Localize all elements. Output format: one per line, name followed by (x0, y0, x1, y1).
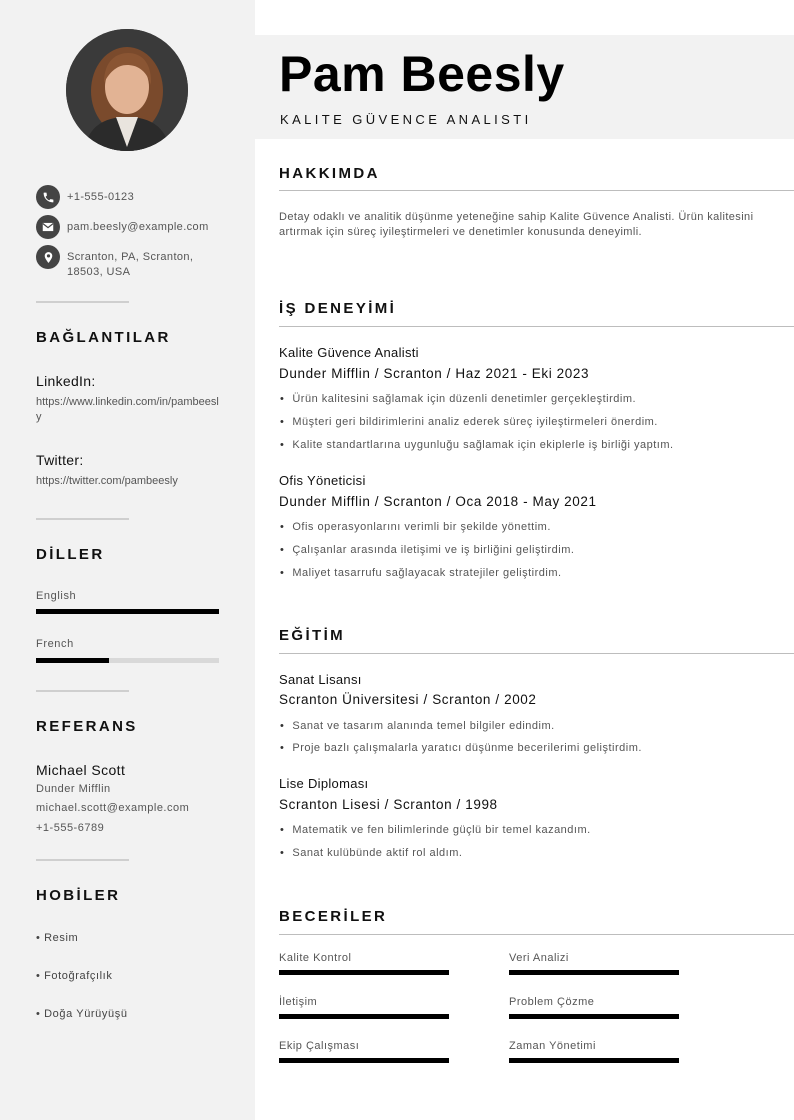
job-bullet: • Çalışanlar arasında iletişimi ve iş birliğini geliştirdim. (279, 544, 574, 556)
links-heading: BAĞLANTILAR (36, 329, 171, 346)
education-heading: EĞİTİM (279, 627, 346, 644)
contact-address (36, 245, 217, 280)
about-heading: HAKKIMDA (279, 165, 380, 182)
section-rule (279, 190, 794, 191)
job-bullet: • Maliyet tasarrufu sağlayacak stratejiler geliştirdim. (279, 567, 562, 579)
language-level-bar (36, 609, 219, 614)
person-name: Pam Beesly (279, 46, 565, 102)
skill-level-bar (279, 1058, 449, 1063)
degree-title: Lise Diploması (279, 776, 369, 791)
degree-subtitle: Scranton Lisesi / Scranton / 1998 (279, 797, 498, 812)
skill-level-bar (279, 1014, 449, 1019)
skill-level-bar (509, 1014, 679, 1019)
linkedin-label: LinkedIn: (36, 373, 96, 389)
skill-level-fill (509, 970, 679, 975)
reference-name: Michael Scott (36, 762, 126, 778)
skill-level-fill (509, 1014, 679, 1019)
sidebar-divider (36, 518, 129, 520)
contact-email (36, 215, 217, 239)
reference-company: Dunder Mifflin (36, 783, 111, 795)
phone-icon (36, 185, 60, 209)
job-bullet: • Ürün kalitesini sağlamak için düzenli denetimler gerçekleştirdim. (279, 393, 636, 405)
job-bullet: • Müşteri geri bildirimlerini analiz ederek süreç iyileştirmeleri önerdim. (279, 416, 658, 428)
skill-name: Problem Çözme (509, 996, 595, 1008)
skill-name: Veri Analizi (509, 952, 569, 964)
email-icon (36, 215, 60, 239)
reference-heading: REFERANS (36, 718, 138, 735)
linkedin-url[interactable]: https://www.linkedin.com/in/pambeesly (36, 396, 219, 423)
profile-photo (66, 29, 188, 151)
skill-level-fill (279, 1014, 449, 1019)
language-name: English (36, 590, 77, 602)
skill-name: Zaman Yönetimi (509, 1040, 596, 1052)
skill-level-fill (509, 1058, 679, 1063)
reference-email: michael.scott@example.com (36, 802, 190, 814)
skill-level-fill (279, 970, 449, 975)
job-subtitle: Dunder Mifflin / Scranton / Oca 2018 - May 2021 (279, 494, 597, 509)
location-icon (36, 245, 60, 269)
reference-phone: +1-555-6789 (36, 822, 105, 834)
hobbies-heading: HOBİLER (36, 887, 121, 904)
email-text: pam.beesly@example.com (67, 221, 209, 233)
twitter-label: Twitter: (36, 452, 84, 468)
skill-level-bar (279, 970, 449, 975)
sidebar-divider (36, 859, 129, 861)
hobby-item: • Doğa Yürüyüşü (36, 1008, 128, 1020)
sidebar-divider (36, 690, 129, 692)
skill-name: İletişim (279, 996, 318, 1008)
skill-level-bar (509, 1058, 679, 1063)
sidebar-divider (36, 301, 129, 303)
skills-heading: BECERİLER (279, 908, 388, 925)
degree-bullet: • Proje bazlı çalışmalarla yaratıcı düşünme becerilerimi geliştirdim. (279, 742, 642, 754)
job-title: Kalite Güvence Analisti (279, 345, 419, 360)
languages-heading: DİLLER (36, 546, 105, 563)
degree-subtitle: Scranton Üniversitesi / Scranton / 2002 (279, 692, 537, 707)
section-rule (279, 653, 794, 654)
job-subtitle: Dunder Mifflin / Scranton / Haz 2021 - Eki 2023 (279, 366, 590, 381)
degree-title: Sanat Lisansı (279, 672, 362, 687)
skill-name: Ekip Çalışması (279, 1040, 360, 1052)
contact-phone (36, 185, 217, 209)
job-title: Ofis Yöneticisi (279, 473, 366, 488)
degree-bullet: • Sanat kulübünde aktif rol aldım. (279, 847, 462, 859)
section-rule (279, 934, 794, 935)
degree-bullet: • Sanat ve tasarım alanında temel bilgiler edindim. (279, 720, 555, 732)
degree-bullet: • Matematik ve fen bilimlerinde güçlü bir temel kazandım. (279, 824, 591, 836)
job-bullet: • Kalite standartlarına uygunluğu sağlamak için ekiplerle iş birliği yaptım. (279, 439, 674, 451)
phone-text: +1-555-0123 (67, 191, 135, 203)
experience-heading: İŞ DENEYİMİ (279, 300, 397, 317)
language-level-bar (36, 658, 219, 663)
portrait-icon (66, 29, 188, 151)
twitter-url[interactable]: https://twitter.com/pambeesly (36, 475, 178, 487)
about-text: Detay odaklı ve analitik düşünme yeteneğine sahip Kalite Güvence Analisti. Ürün kalitesini artırmak için süreç iyileştirmeleri ve denetimler konusunda deneyimli. (279, 211, 754, 238)
language-level-fill (36, 658, 109, 663)
hobby-item: • Resim (36, 932, 79, 944)
job-bullet: • Ofis operasyonlarını verimli bir şekilde yönettim. (279, 521, 551, 533)
hobby-item: • Fotoğrafçılık (36, 970, 113, 982)
skill-level-bar (509, 970, 679, 975)
language-level-fill (36, 609, 219, 614)
address-text: Scranton, PA, Scranton, 18503, USA (67, 251, 194, 278)
section-rule (279, 326, 794, 327)
job-role: KALITE GÜVENCE ANALISTI (280, 112, 532, 127)
skill-name: Kalite Kontrol (279, 952, 352, 964)
skill-level-fill (279, 1058, 449, 1063)
language-name: French (36, 638, 74, 650)
